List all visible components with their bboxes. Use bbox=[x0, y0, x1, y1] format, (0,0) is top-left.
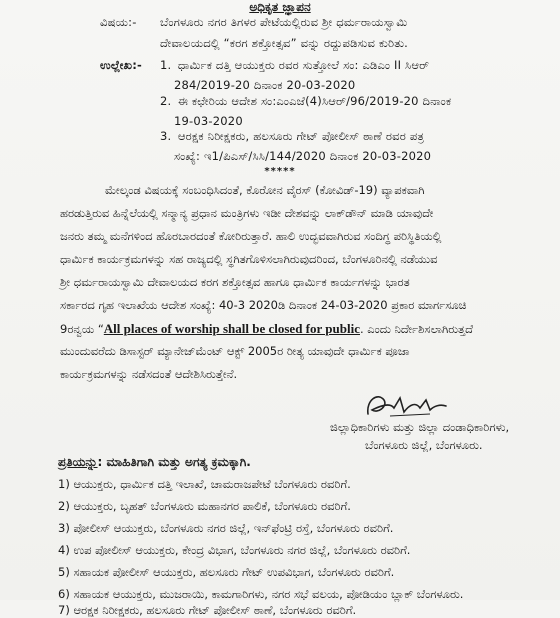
reference-number: 3. bbox=[160, 129, 172, 143]
subject-label: ವಿಷಯ:- bbox=[100, 15, 137, 29]
reference-line-1: ಆರಕ್ಷಕ ನಿರೀಕ್ಷಕರು, ಹಲಸೂರು ಗೇಟ್ ಪೋಲೀಸ್ ಠಾಣೆ ರವರ ಪತ್ರ bbox=[177, 129, 425, 143]
body-line: ಮೇಲ್ಕಂಡ ವಿಷಯಕ್ಕೆ ಸಂಬಂಧಿಸಿದಂತೆ, ಕೊರೋನ ವೈರಸ್ (ಕೋವಿಡ್-19) ವ್ಯಾಪಕವಾಗಿ bbox=[105, 183, 425, 197]
reference-item bbox=[160, 58, 429, 93]
body-line: ಮುಂದುವರೆದು ಡಿಸಾಸ್ಟರ್ ಮ್ಯಾನೇಜ್‌ಮೆಂಟ್ ಆಕ್ಟ್ 2005ರ ರೀತ್ಯ ಯಾವುದೇ ಧಾರ್ಮಿಕ ಪೂಜಾ bbox=[60, 344, 410, 358]
body-text: . ಎಂದು ನಿರ್ದೇಶಿಸಲಾಗಿರುತ್ತದೆ bbox=[359, 322, 473, 336]
document-title: ಅಧಿಕೃತ ಜ್ಞಾಪನ bbox=[249, 0, 311, 14]
reference-line-2: ಸಂಖ್ಯೆ: ಇ1/ಪಿಎಸ್/ಸಿಸಿ/144/2020 ದಿನಾಂಕ 20-03-2020 bbox=[174, 149, 432, 163]
copy-to-label bbox=[58, 455, 251, 470]
signatory-district: ಬೆಂಗಳೂರು ಜಿಲ್ಲೆ, ಬೆಂಗಳೂರು. bbox=[365, 438, 483, 452]
reference-item bbox=[160, 129, 431, 164]
reference-line-1: ಧಾರ್ಮಿಕ ದತ್ತಿ ಆಯುಕ್ತರು ರವರ ಸುತ್ತೋಲೆ ಸಂ: ಎಡಿಎಂ II ಸಿಆರ್ bbox=[177, 58, 430, 72]
copy-recipient: 1) ಆಯುಕ್ತರು, ಧಾರ್ಮಿಕ ದತ್ತಿ ಇಲಾಖೆ, ಚಾಮರಾಜಪೇಟೆ ಬೆಂಗಳೂರು ರವರಿಗೆ. bbox=[58, 477, 351, 491]
body-line: ಸರ್ಕಾರದ ಗೃಹ ಇಲಾಖೆಯ ಆದೇಶ ಸಂಖ್ಯೆ: 40-3 2020ಡಿ ದಿನಾಂಕ 24-03-2020 ಪ್ರಕಾರ ಮಾರ್ಗಸೂಚಿ bbox=[60, 298, 467, 312]
signatory-designation: ಜಿಲ್ಲಾಧಿಕಾರಿಗಳು ಮತ್ತು ಜಿಲ್ಲಾ ದಂಡಾಧಿಕಾರಿಗಳು, bbox=[330, 420, 510, 434]
reference-line-2: 284/2019-20 ದಿನಾಂಕ 20-03-2020 bbox=[174, 78, 356, 92]
body-line: ಹರಡುತ್ತಿರುವ ಹಿನ್ನೆಲೆಯಲ್ಲಿ ಸನ್ಮಾನ್ಯ ಪ್ರಧಾನ ಮಂತ್ರಿಗಳು ಇಡೀ ದೇಶವನ್ನು ಲಾಕ್‌ಡೌನ್ ಮಾಡಿ ಯಾವುದೇ bbox=[60, 206, 434, 220]
body-line: ಜನರು ತಮ್ಮ ಮನೆಗಳಿಂದ ಹೊರಬಾರದಂತೆ ಕೋರಿರುತ್ತಾರೆ. ಹಾಲಿ ಉದ್ಭವವಾಗಿರುವ ಸಂದಿಗ್ಧ ಪರಿಸ್ಥಿತಿಯಲ್ಲಿ bbox=[60, 229, 442, 243]
copy-to-label-underlined: ಪ್ರತಿಯನ್ನು bbox=[58, 455, 98, 469]
body-text: 9ರನ್ವಯ “ bbox=[60, 322, 104, 336]
copy-recipient: 6) ಸಹಾಯಕ ಆಯುಕ್ತರು, ಮುಜರಾಯಿ, ಕಾಮಗಾರಿಗಳು, ನಗರ ಸಭೆ ವಲಯ, ಪೋಡಿಯಂ ಬ್ಲಾಕ್ ಬೆಂಗಳೂರು. bbox=[58, 587, 464, 601]
reference-line-2: 19-03-2020 bbox=[174, 114, 243, 128]
copy-recipient: 5) ಸಹಾಯಕ ಪೋಲೀಸ್ ಆಯುಕ್ತರು, ಹಲಸೂರು ಗೇಟ್ ಉಪವಿಭಾಗ, ಬೆಂಗಳೂರು ರವರಿಗೆ. bbox=[58, 565, 395, 579]
reference-number: 1. bbox=[160, 58, 172, 72]
copy-recipient: 3) ಪೋಲೀಸ್ ಆಯುಕ್ತರು, ಬೆಂಗಳೂರು ನಗರ ಜಿಲ್ಲೆ, ಇನ್‌ಫೆಂಟ್ರಿ ರಸ್ತೆ, ಬೆಂಗಳೂರು ರವರಿಗೆ. bbox=[58, 521, 394, 535]
copy-to-label-rest: : ಮಾಹಿತಿಗಾಗಿ ಮತ್ತು ಅಗತ್ಯ ಕ್ರಮಕ್ಕಾಗಿ. bbox=[97, 455, 251, 469]
body-line-with-english bbox=[60, 321, 473, 337]
copy-recipient: 2) ಆಯುಕ್ತರು, ಬೃಹತ್ ಬೆಂಗಳೂರು ಮಹಾನಗರ ಪಾಲಿಕೆ, ಬೆಂಗಳೂರು ರವರಿಗೆ. bbox=[58, 499, 351, 513]
copy-recipient: 4) ಉಪ ಪೋಲೀಸ್ ಆಯುಕ್ತರು, ಕೇಂದ್ರ ವಿಭಾಗ, ಬೆಂಗಳೂರು ನಗರ ಜಿಲ್ಲೆ, ಬೆಂಗಳೂರು ರವರಿಗೆ. bbox=[58, 543, 411, 557]
copy-recipient: 7) ಆರಕ್ಷಕ ನಿರೀಕ್ಷಕರು, ಹಲಸೂರು ಗೇಟ್ ಪೋಲೀಸ್ ಠಾಣೆ, ಬೆಂಗಳೂರು ರವರಿಗೆ. bbox=[58, 603, 357, 617]
references-label: ಉಲ್ಲೇಖ:- bbox=[100, 58, 142, 72]
reference-item bbox=[160, 94, 451, 128]
body-line: ಧಾರ್ಮಿಕ ಕಾರ್ಯಕ್ರಮಗಳನ್ನು ಸಹ ರಾಜ್ಯದಲ್ಲಿ ಸ್ಥಗಿತಗೊಳಿಸಲಾಗಿರುವುದರಿಂದ, ಬೆಂಗಳೂರಿನಲ್ಲಿ ನಡೆಯುವ bbox=[60, 252, 438, 266]
subject-line-1: ಬೆಂಗಳೂರು ನಗರ ತಿಗಳರ ಪೇಟೆಯಲ್ಲಿರುವ ಶ್ರೀ ಧರ್ಮರಾಯಸ್ವಾಮಿ bbox=[160, 15, 408, 29]
english-directive: All places of worship shall be closed for public bbox=[103, 321, 360, 336]
subject-line-2: ದೇವಾಲಯದಲ್ಲಿ “ಕರಗ ಶಕ್ತೋತ್ಸವ” ವನ್ನು ರದ್ದುಪಡಿಸುವ ಕುರಿತು. bbox=[160, 36, 409, 50]
separator-stars: ***** bbox=[264, 166, 296, 177]
body-line: ಕಾರ್ಯಕ್ರಮಗಳನ್ನು ನಡೆಸದಂತೆ ಆದೇಶಿಸಿರುತ್ತೇನೆ. bbox=[60, 367, 238, 381]
signature bbox=[360, 388, 450, 424]
body-line: ಶ್ರೀ ಧರ್ಮರಾಯಸ್ವಾಮಿ ದೇವಾಲಯದ ಕರಗ ಶಕ್ತೋತ್ಸವ ಹಾಗೂ ಧಾರ್ಮಿಕ ಕಾರ್ಯಗಳನ್ನು ಭಾರತ bbox=[60, 275, 410, 289]
reference-number: 2. bbox=[160, 94, 172, 108]
reference-line-1: ಈ ಕಛೇರಿಯ ಆದೇಶ ಸಂ:ಎಂಎಜೆ(4)ಸಿಆರ್/96/2019-20 ದಿನಾಂಕ bbox=[177, 94, 452, 108]
